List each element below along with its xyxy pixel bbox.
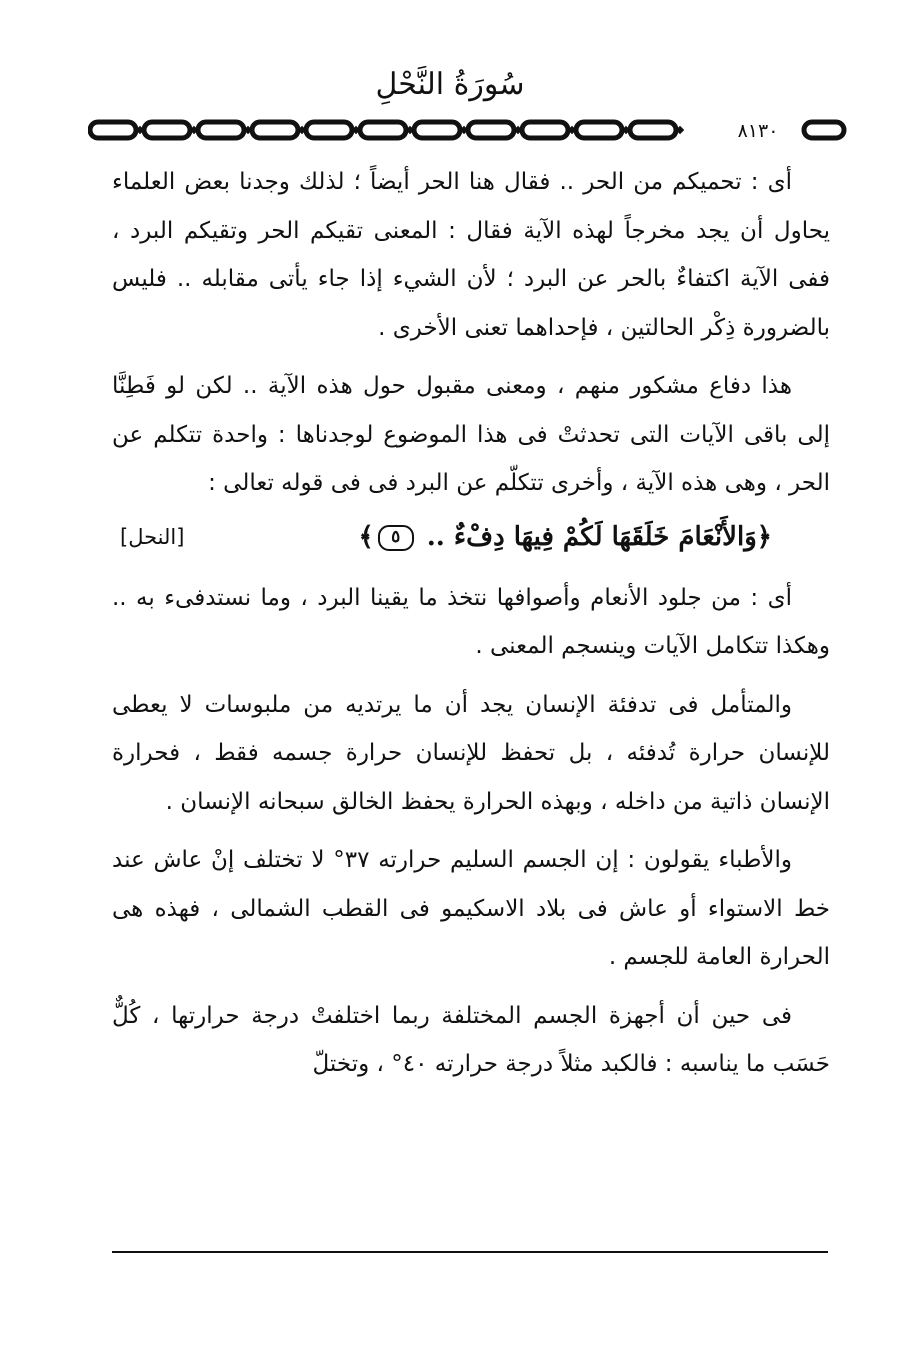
ornament-link [804,122,844,138]
ornament-link [468,122,514,138]
verse-text: وَالأَنْعَامَ خَلَقَهَا لَكُمْ فِيهَا دِفْءٌ .. [426,521,757,552]
paragraph-6: فى حين أن أجهزة الجسم المختلفة ربما اختلفتْ درجة حرارتها ، كُلٌّ حَسَب ما يناسبه : فالكبد مثلاً درجة حرارته ٤٠° ، وتختلّ [112,1002,830,1077]
paragraph-5: والأطباء يقولون : إن الجسم السليم حرارته ٣٧° لا تختلف إنْ عاش عند خط الاستواء أو عاش فى بلاد الاسكيمو فى القطب الشمالى ، فهذه هى الحرارة العامة للجسم . [112,847,830,970]
ornament-link [90,122,136,138]
ornament-link [198,122,244,138]
paragraph-1: أى : تحميكم من الحر .. فقال هنا الحر أيضاً ؛ لذلك وجدنا بعض العلماء يحاول أن يجد مخرجاً لهذه الآية فقال : المعنى تقيكم الحر وتقيكم البرد ، ففى الآية اكتفاءٌ بالحر عن البرد ؛ لأن الشيء إذا جاء يأتى مقابله .. فليس بالضرورة ذِكْر الحالتين ، فإحداهما تعنى الأخرى . [112,169,830,341]
ornament-link [576,122,622,138]
sura-reference: [النحل] [120,524,185,549]
verse-open-bracket: ﴿ [756,521,772,552]
quran-verse-block [112,512,830,562]
ornament-link [144,122,190,138]
paragraph-2: هذا دفاع مشكور منهم ، ومعنى مقبول حول هذه الآية .. لكن لو فَطِنَّا إلى باقى الآيات التى تحدثتْ فى هذا الموضوع لوجدناها : واحدة تتكلم عن الحر ، وهى هذه الآية ، وأخرى تتكلّم عن البرد فى فى قوله تعالى : [112,373,830,496]
verse-close-bracket: ﴾ [358,521,374,552]
ornament-link [306,122,352,138]
quran-verse [358,512,772,562]
page-body [112,158,830,1089]
paragraph-3: أى : من جلود الأنعام وأصوافها نتخذ ما يقينا البرد ، وما نستدفىء به .. وهكذا تتكامل الآيات وينسجم المعنى . [112,584,830,659]
ornament-link [360,122,406,138]
footer-rule [112,1251,828,1253]
ornament-link [414,122,460,138]
paragraph-4: والمتأمل فى تدفئة الإنسان يجد أن ما يرتديه من ملبوسات لا يعطى للإنسان حرارة تُدفئه ، بل تحفظ للإنسان حرارة جسمه فقط ، فحرارة الإنسان ذاتية من داخله ، وبهذه الحرارة يحفظ الخالق سبحانه الإنسان . [112,691,830,815]
ornament-link [630,122,676,138]
ayah-number-badge: ٥ [378,525,414,551]
ornament-link [522,122,568,138]
ornament-link [252,122,298,138]
header-ornament-border [88,118,848,142]
page-number: ٨١٣٠ [737,120,779,142]
sura-title: سُورَةُ النَّحْلِ [375,67,525,102]
